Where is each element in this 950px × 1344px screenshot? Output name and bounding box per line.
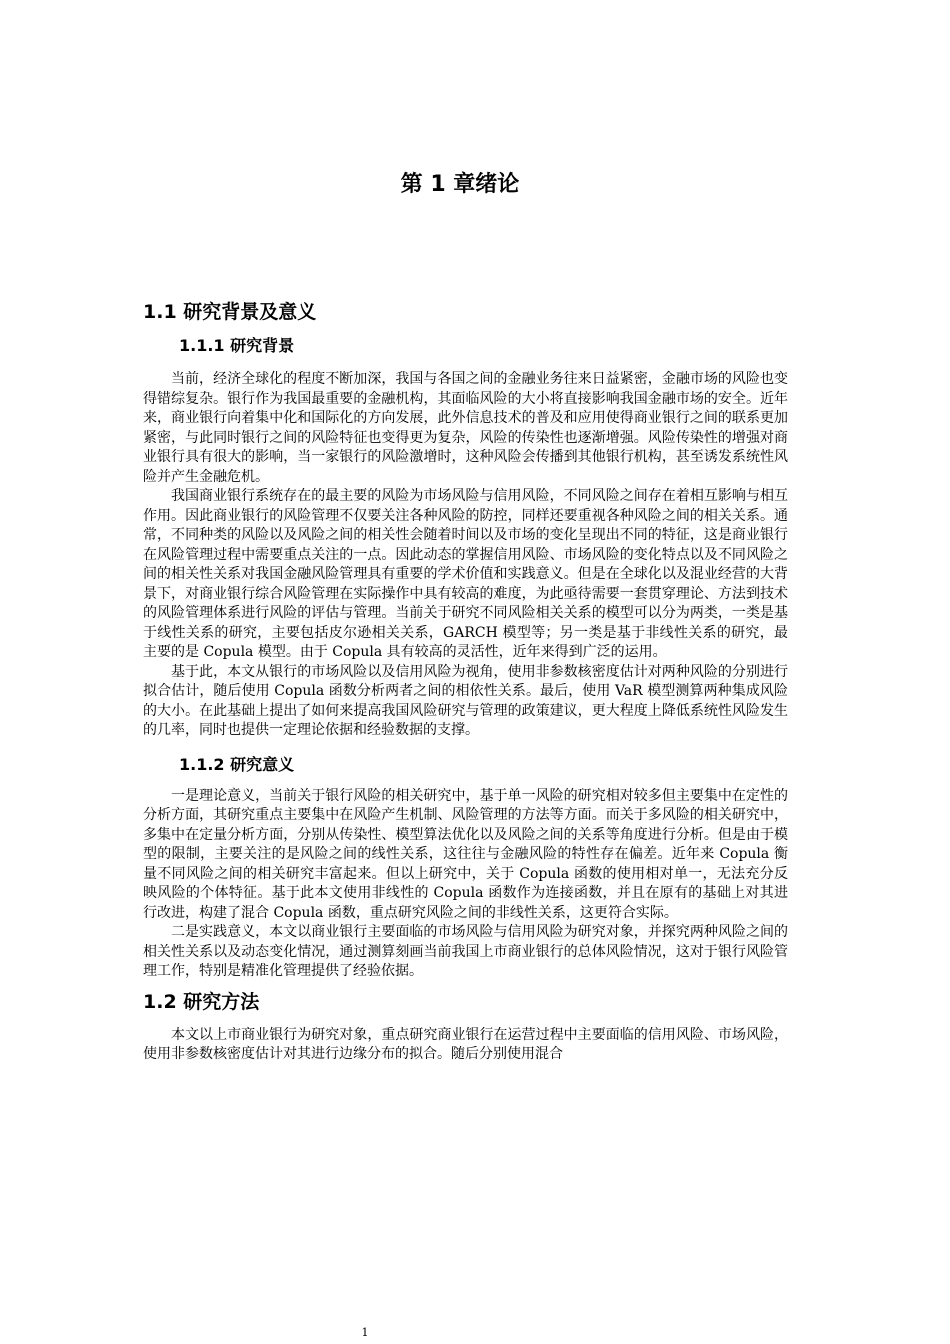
page-number: 1 [361, 1326, 369, 1339]
subsection-heading-1-1-2: 1.1.2 研究意义 [179, 754, 295, 774]
section-heading-1-2: 1.2 研究方法 [143, 990, 260, 1013]
paragraph: 基于此，本文从银行的市场风险以及信用风险为视角，使用非参数核密度估计对两种风险的分别进行拟合估计，随后使用 Copula 函数分析两者之间的相依性关系。最后，使用 VaR 模型测算两种集成风险的大小。在此基础上提出了如何来提高我国风险研究与管理的政策建议，更大程度上降低系统性风险发生的几率，同时也提供一定理论依据和经验数据的支撑。 [143, 663, 788, 738]
paragraph: 二是实践意义，本文以商业银行主要面临的市场风险与信用风险为研究对象，并探究两种风险之间的相关性关系以及动态变化情况，通过测算刻画当前我国上市商业银行的总体风险情况，这对于银行风险管理工作，特别是精准化管理提供了经验依据。 [143, 924, 788, 979]
paragraph: 当前，经济全球化的程度不断加深，我国与各国之间的金融业务往来日益紧密，金融市场的风险也变得错综复杂。银行作为我国最重要的金融机构，其面临风险的大小将直接影响我国金融市场的安全。近年来，商业银行向着集中化和国际化的方向发展，此外信息技术的普及和应用使得商业银行之间的联系更加紧密，与此同时银行之间的风险特征也变得更为复杂，风险的传染性也逐渐增强。风险传染性的增强对商业银行具有很大的影响，当一家银行的风险激增时，这种风险会传播到其他银行机构，甚至诱发系统性风险并产生金融危机。 [143, 371, 788, 485]
page-content [143, 298, 788, 1065]
paragraph: 一是理论意义，当前关于银行风险的相关研究中，基于单一风险的研究相对较多但主要集中在定性的分析方面，其研究重点主要集中在风险产生机制、风险管理的方法等方面。而关于多风险的相关研究中，多集中在定量分析方面，分别从传染性、模型算法优化以及风险之间的关系等角度进行分析。但是由于模型的限制，主要关注的是风险之间的线性关系，这往往与金融风险的特性存在偏差。近年来 Copula 衡量不同风险之间的相关研究丰富起来。但以上研究中，关于 Copula 函数的使用相对单一，无法充分反映风险的个体特征。基于此本文使用非线性的 Copula 函数作为连接函数，并且在原有的基础上对其进行改进，构建了混合 Copula 函数，重点研究风险之间的非线性关系，这更符合实际。 [143, 787, 788, 921]
paragraph: 我国商业银行系统存在的最主要的风险为市场风险与信用风险，不同风险之间存在着相互影响与相互作用。因此商业银行的风险管理不仅要关注各种风险的防控，同样还要重视各种风险之间的相关关系。通常，不同种类的风险以及风险之间的相关性会随着时间以及市场的变化呈现出不同的特征，这是商业银行在风险管理过程中需要重点关注的一点。因此动态的掌握信用风险、市场风险的变化特点以及不同风险之间的相关性关系对我国金融风险管理具有重要的学术价值和实践意义。但是在全球化以及混业经营的大背景下，对商业银行综合风险管理在实际操作中具有较高的难度，为此亟待需要一套贯穿理论、方法到技术的风险管理体系进行风险的评估与管理。当前关于研究不同风险相关关系的模型可以分为两类，一类是基于线性关系的研究，主要包括皮尔逊相关关系，GARCH 模型等；另一类是基于非线性关系的研究，最主要的是 Copula 模型。由于 Copula 具有较高的灵活性，近年来得到广泛的运用。 [143, 488, 788, 660]
subsection-heading-1-1-1: 1.1.1 研究背景 [179, 336, 295, 355]
section-heading-1-1: 1.1 研究背景及意义 [143, 301, 317, 323]
chapter-title: 第 1 章绪论 [400, 172, 520, 197]
paragraph: 本文以上市商业银行为研究对象，重点研究商业银行在运营过程中主要面临的信用风险、市场风险，使用非参数核密度估计对其进行边缘分布的拟合。随后分别使用混合 [143, 1026, 788, 1062]
